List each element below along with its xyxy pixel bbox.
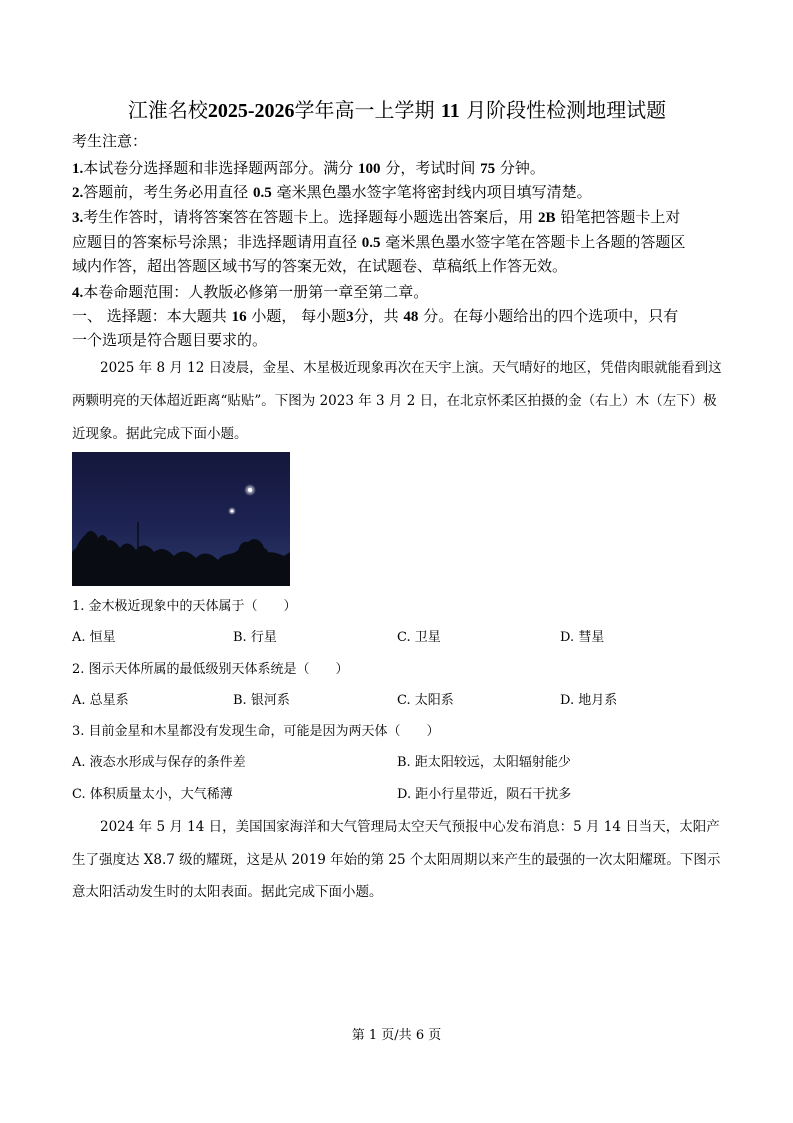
passage-1-line-1: 2025 年 8 月 12 日凌晨，金星、木星极近现象再次在天宇上演。天气晴好的地区，凭借肉眼就能看到这 xyxy=(100,360,722,376)
question-2-option-a[interactable]: A. 总星系 xyxy=(72,693,129,708)
item-number: 4. xyxy=(72,285,84,301)
question-2-stem: 2. 图示天体所属的最低级别天体系统是（ ） xyxy=(72,662,349,677)
pen-size: 0.5 xyxy=(253,185,272,201)
night-sky-illustration xyxy=(72,452,290,586)
venus-jupiter-photo xyxy=(72,452,290,586)
item-number: 1. xyxy=(72,161,84,177)
notice-item-2 xyxy=(72,182,592,203)
passage-2-line-1: 2024 年 5 月 14 日，美国国家海洋和大气管理局太空天气预报中心发布消息：5 月 14 日当天，太阳产 xyxy=(100,819,720,835)
points-total: 48 xyxy=(403,309,419,325)
notice-heading: 考生注意： xyxy=(72,132,148,150)
page-footer: 第 1 页/共 6 页 xyxy=(351,1028,442,1043)
title-suffix: 月阶段性检测地理试题 xyxy=(466,98,667,122)
exam-time: 75 xyxy=(480,161,496,177)
item-text: 本试卷分选择题和非选择题两部分。满分 xyxy=(83,159,354,177)
question-count: 16 xyxy=(231,309,247,325)
points-each: 3 xyxy=(346,309,354,325)
pencil-type: 2B xyxy=(538,210,556,226)
item-text: 毫米黑色墨水签字笔在答题卡上各题的答题区 xyxy=(385,233,686,251)
title-mid: 学年高一上学期 xyxy=(294,98,435,122)
notice-item-4 xyxy=(72,282,428,303)
title-years: 2025-2026 xyxy=(207,100,295,122)
passage-1-line-3: 近现象。据此完成下面小题。 xyxy=(72,426,248,442)
item-text: 分钟。 xyxy=(499,159,545,177)
item-text: 分，考试时间 xyxy=(385,159,476,177)
item-number: 2. xyxy=(72,185,84,201)
notice-item-3 xyxy=(72,207,680,228)
question-2-option-b[interactable]: B. 银河系 xyxy=(233,693,290,708)
question-1-option-d[interactable]: D. 彗星 xyxy=(560,630,605,645)
question-1-option-a[interactable]: A. 恒星 xyxy=(72,630,116,645)
title-month: 11 xyxy=(440,100,460,122)
title-prefix: 江淮名校 xyxy=(127,98,208,122)
section-text: 分。在每小题给出的四个选项中，只有 xyxy=(423,307,679,325)
question-1-option-b[interactable]: B. 行星 xyxy=(233,630,277,645)
question-2-option-c[interactable]: C. 太阳系 xyxy=(397,693,454,708)
item-text: 应题目的答案标号涂黑；非选择题请用直径 xyxy=(72,233,358,251)
passage-1-line-2: 两颗明亮的天体超近距离“贴贴”。下图为 2023 年 3 月 2 日，在北京怀柔区拍摄的金（右上）木（左下）极 xyxy=(72,393,717,409)
question-3-option-a[interactable]: A. 液态水形成与保存的条件差 xyxy=(72,755,246,770)
tree-canopy-left xyxy=(76,531,110,558)
exam-title xyxy=(72,95,722,126)
section-heading xyxy=(72,306,678,327)
section-text: 一、 选择题：本大题共 xyxy=(72,307,227,325)
section-heading-line-2: 一个选项是符合题目要求的。 xyxy=(72,331,268,349)
question-1-option-c[interactable]: C. 卫星 xyxy=(397,630,441,645)
section-text: 分，共 xyxy=(353,307,399,325)
notice-item-1 xyxy=(72,158,545,179)
item-text: 铅笔把答题卡上对 xyxy=(560,208,681,226)
question-3-option-b[interactable]: B. 距太阳较远，太阳辐射能少 xyxy=(397,755,571,770)
item-text: 考生作答时，请将答案答在答题卡上。选择题每小题选出答案后，用 xyxy=(83,208,534,226)
question-3-stem: 3. 目前金星和木星都没有发现生命，可能是因为两天体（ ） xyxy=(72,724,440,739)
venus-core xyxy=(248,488,252,492)
full-score: 100 xyxy=(358,161,381,177)
question-3-option-c[interactable]: C. 体积质量太小，大气稀薄 xyxy=(72,787,233,802)
passage-2-line-2: 生了强度达 X8.7 级的耀斑，这是从 2019 年始的第 25 个太阳周期以来产生的最强的一次太阳耀斑。下图示 xyxy=(72,852,721,868)
notice-item-3-line-3: 域内作答，超出答题区域书写的答案无效，在试题卷、草稿纸上作答无效。 xyxy=(72,257,568,275)
item-text: 本卷命题范围：人教版必修第一册第一章至第二章。 xyxy=(83,283,429,301)
jupiter-core xyxy=(231,510,234,513)
item-text: 毫米黑色墨水签字笔将密封线内项目填写清楚。 xyxy=(276,183,592,201)
pen-size: 0.5 xyxy=(361,235,381,251)
question-1-stem: 1. 金木极近现象中的天体属于（ ） xyxy=(72,599,297,614)
item-number: 3. xyxy=(72,210,84,226)
question-3-option-d[interactable]: D. 距小行星带近，陨石干扰多 xyxy=(397,787,572,802)
passage-2-line-3: 意太阳活动发生时的太阳表面。据此完成下面小题。 xyxy=(72,884,383,900)
notice-item-3-line-2 xyxy=(72,232,685,253)
question-2-option-d[interactable]: D. 地月系 xyxy=(560,693,618,708)
section-text: 小题， 每小题 xyxy=(251,307,347,325)
item-text: 答题前，考生务必用直径 xyxy=(83,183,249,201)
